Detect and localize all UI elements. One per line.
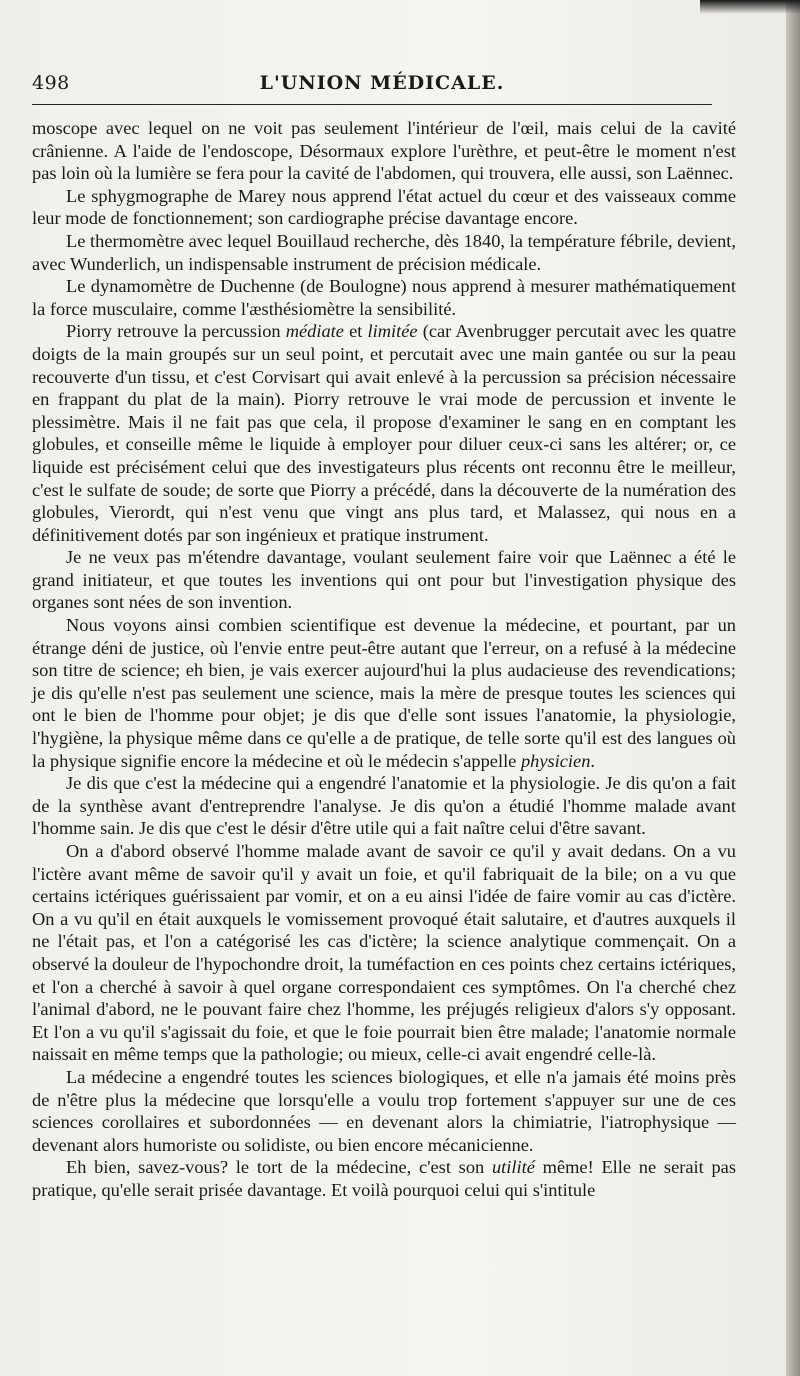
paragraph-6: Je ne veux pas m'étendre davantage, voulant seulement faire voir que Laënnec a été le grand initiateur, et que toutes les inventions qui ont pour but l'investigation physique des organes sont nées de son invention. bbox=[32, 547, 736, 613]
paragraph-4: Le dynamomètre de Duchenne (de Boulogne) nous apprend à mesurer mathématiquement la force musculaire, comme l'æsthésiomètre la sensibilité. bbox=[32, 276, 736, 319]
paragraph-11-text-b: même! Elle ne serait pas pratique, qu'elle serait prisée davantage. Et voilà pourquoi celui qui s'intitule bbox=[32, 1157, 736, 1200]
paragraph-5-text-b: et bbox=[343, 321, 368, 342]
paragraph-9: On a d'abord observé l'homme malade avant de savoir ce qu'il y avait dedans. On a vu l'ictère avant même de savoir qu'il y avait un foie, et qu'il fabriquait de la bile; on a vu que certains ictériques guérissaient par vomir, et on a eu ainsi l'idée de faire vomir au cas d'ictère. On a vu qu'il en était auxquels le vomissement provoqué était salutaire, et d'autres auxquels il ne l'était pas, et l'on a catégorisé les cas d'ictère; la science analytique commençait. On a observé la douleur de l'hypochondre droit, la tuméfaction en ces points chez certains ictériques, et l'on a cherché à savoir à quel organe correspondaient ces symptômes. On l'a cherché chez l'animal d'abord, ne le pouvant faire chez l'homme, les préjugés religieux d'alors s'y opposant. Et l'on a vu qu'il s'agissait du foie, et que le foie pourrait bien être malade; l'anatomie normale naissait en même temps que la pathologie; ou mieux, celle-ci avait engendré celle-là. bbox=[32, 841, 736, 1065]
paragraph-11-text-a: Eh bien, savez-vous? le tort de la médecine, c'est son bbox=[66, 1157, 492, 1178]
paragraph-5-text-c: (car Avenbrugger percutait avec les quatre doigts de la main groupés sur un seul point, et percutait avec une main gantée ou sur la peau recouverte d'un tissu, et c'est Corvisart qui avait enlevé à la percussion sa précision nécessaire en frappant du plat de la main). Piorry retrouve le vrai mode de percussion et invente le plessimètre. Mais il ne fait pas que cela, il propose d'examiner le sang en en comptant les globules, et conseille même le liquide à employer pour diluer ceux-ci sans les altérer; or, ce liquide est précisément celui que des investigateurs plus récents ont reconnu être le meilleur, c'est le sulfate de soude; de sorte que Piorry a précédé, dans la découverte de la numération des globules, Vierordt, qui n'est venu que vingt ans plus tard, et Malassez, qui nous en a définitivement dotés par son ingénieux et pratique instrument. bbox=[32, 321, 737, 545]
paragraph-7-text-a: Nous voyons ainsi combien scientifique est devenue la médecine, et pourtant, par un étrange déni de justice, où l'envie entre peut-être autant que l'erreur, on a refusé à la médecine son titre de science; eh bien, je vais exercer aujourd'hui la plus audacieuse des revendications; je dis qu'elle n'est pas seulement une science, mais la mère de presque toutes les sciences qui ont le bien de l'homme pour objet; je dis que d'elle sont issues l'anatomie, la physiologie, l'hygiène, la physique même dans ce qu'elle a de pratique, de telle sorte qu'il est des langues où la physique signifie encore la médecine et où le médecin s'appelle bbox=[32, 615, 736, 771]
scan-shadow bbox=[700, 0, 800, 14]
paragraph-11-italic: utilité bbox=[491, 1157, 535, 1178]
paragraph-5-italic-b: limitée bbox=[367, 321, 418, 342]
paragraph-11 bbox=[32, 1156, 736, 1201]
paragraph-7-text-b: . bbox=[590, 750, 596, 771]
body-text bbox=[32, 117, 736, 1202]
paragraph-3: Le thermomètre avec lequel Bouillaud recherche, dès 1840, la température fébrile, devient, avec Wunderlich, un indispensable instrument de précision médicale. bbox=[32, 230, 736, 274]
paragraph-10: La médecine a engendré toutes les sciences biologiques, et elle n'a jamais été moins près de n'être plus la médecine que lorsqu'elle a voulu trop fortement s'appuyer sur une de ces sciences corollaires et subordonnées — en devenant alors la chimiatrie, l'iatrophysique — devenant alors humoriste ou solidiste, ou bien encore mécanicienne. bbox=[32, 1066, 736, 1155]
paragraph-7 bbox=[32, 614, 736, 772]
running-title: L'UNION MÉDICALE. bbox=[259, 72, 505, 94]
page-edge bbox=[786, 0, 800, 1376]
header-rule bbox=[32, 104, 712, 105]
paragraph-5-italic-a: médiate bbox=[285, 321, 344, 342]
page-header bbox=[32, 72, 732, 100]
paragraph-8: Je dis que c'est la médecine qui a engendré l'anatomie et la physiologie. Je dis qu'on a fait de la synthèse avant d'entreprendre l'analyse. Je dis qu'on a étudié l'homme malade avant l'homme sain. Je dis que c'est le désir d'être utile qui a fait naître celui d'être savant. bbox=[32, 773, 736, 839]
paragraph-7-italic: physicien bbox=[520, 750, 591, 771]
paragraph-5-text-a: Piorry retrouve la percussion bbox=[66, 321, 286, 342]
paragraph-1: moscope avec lequel on ne voit pas seulement l'intérieur de l'œil, mais celui de la cavité crânienne. A l'aide de l'endoscope, Désormaux explore l'urèthre, et peut-être le moment n'est pas loin où la lumière se fera pour la cavité de l'abdomen, qui trouvera, elle aussi, son Laënnec. bbox=[32, 118, 736, 184]
page-number: 498 bbox=[32, 72, 70, 94]
paragraph-2: Le sphygmographe de Marey nous apprend l'état actuel du cœur et des vaisseaux comme leur mode de fonctionnement; son cardiographe précise davantage encore. bbox=[32, 185, 736, 229]
paragraph-5 bbox=[32, 320, 736, 546]
